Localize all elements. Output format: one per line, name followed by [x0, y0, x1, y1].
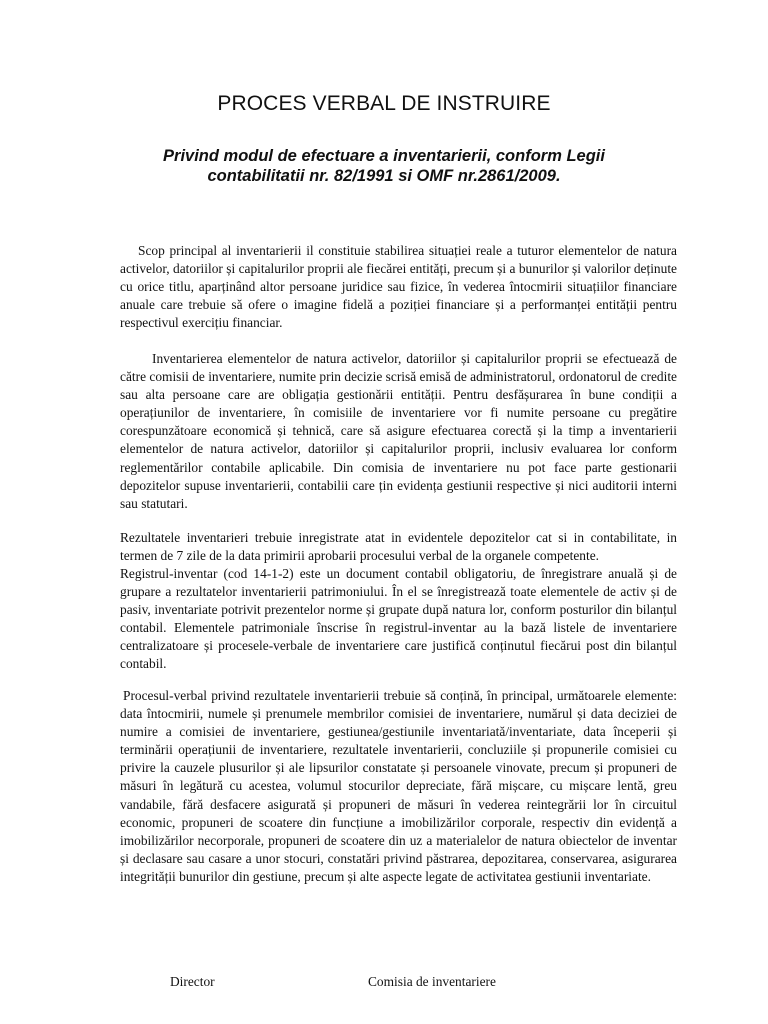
paragraph-register: Registrul-inventar (cod 14-1-2) este un document contabil obligatoriu, de înregistrare anuală și de grupare a rezultatelor inventarierii patrimoniului. În el se înregistrează toate elementele de activ și de pasiv, inventariate potrivit prezentelor norme și grupate după natura lor, conform posturilor din bilanțul contabil. Elementele patrimoniale înscrise în registrul-inventar au la bază listele de inventariere centralizatoare și procesele-verbale de inventariere care justifică conținutul fiecărui post din bilanțul contabil.	[120, 566, 677, 672]
paragraph-minutes: Procesul-verbal privind rezultatele inventarierii trebuie să conțină, în principal, următoarele elemente: data întocmirii, numele și prenumele membrilor comisiei de inventariere, numărul și data deciziei de numire a comisiei de inventariere, gestiunea/gestiunile inventariată/inventariate, data începerii și terminării operațiunii de inventariere, rezultatele inventarierii, concluziile și propunerile comisiei cu privire la cauzele plusurilor și ale lipsurilor constatate și persoanele vinovate, precum și propuneri de măsuri în legătură cu acestea, volumul stocurilor depreciate, fără mișcare, cu mișcare lentă, greu vandabile, fără desfacere asigurată și propuneri de măsuri în vederea reintegrării lor în circuitul economic, propuneri de scoatere din funcțiune a imobilizărilor corporale, respectiv din evidență a imobilizărilor necorporale, propuneri de scoatere din uz a materialelor de natura obiectelor de inventar și declasare sau casare a unor stocuri, constatări privind păstrarea, depozitarea, conservarea, asigurarea integrității bunurilor din gestiune, precum și alte aspecte legate de activitatea gestiunii inventariate.	[120, 688, 677, 884]
signature-director-label: Director	[170, 974, 215, 989]
paragraph-commission: Inventarierea elementelor de natura activelor, datoriilor și capitalurilor proprii se efectuează de către comisii de inventariere, numite prin decizie scrisă emisă de administratorul, ordonatorul de credite sau alta persoane care are obligația gestionării entității. Pentru desfășurarea în bune condiții a operațiunilor de inventariere, în comisiile de inventariere vor fi numite persoane cu pregătire corespunzătoare economică și tehnică, care să asigure efectuarea corectă și la timp a inventarierii elementelor de natura activelor, datoriilor și capitalurilor proprii, inclusiv evaluarea lor conform reglementărilor contabile aplicabile. Din comisia de inventariere nu pot face parte gestionarii depozitelor supuse inventarierii, contabilii care țin evidența gestiunii respective și nici auditorii interni sau statutari.	[120, 351, 677, 511]
paragraph-results: Rezultatele inventarieri trebuie inregistrate atat in evidentele depozitelor cat si in contabilitate, in termen de 7 zile de la data primirii aprobarii procesului verbal de la organele competente.	[120, 530, 677, 564]
paragraph-scope: Scop principal al inventarierii il constituie stabilirea situației reale a tuturor elementelor de natura activelor, datoriilor și capitalurilor proprii ale fiecărei entități, precum și a bunurilor și valorilor deținute cu orice titlu, aparținând altor persoane juridice sau fizice, în vederea întocmirii situațiilor financiare anuale care trebuie să ofere o imagine fidelă a poziției financiare și a performanței entității pentru respectivul exercițiu financiar.	[120, 243, 677, 331]
signature-commission-label: Comisia de inventariere	[368, 974, 496, 989]
page-title: PROCES VERBAL DE INSTRUIRE	[217, 92, 551, 115]
page-subtitle: Privind modul de efectuare a inventarierii, conform Legii contabilitatii nr. 82/1991 si OMF nr.2861/2009.	[163, 147, 605, 185]
